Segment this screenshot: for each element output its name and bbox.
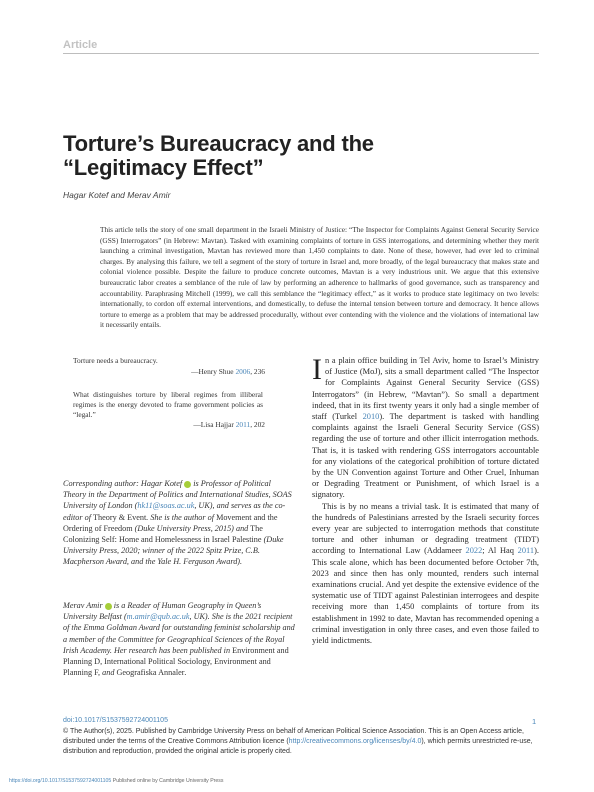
citation-link[interactable]: 2022	[465, 546, 483, 556]
bio-lead: Corresponding author: Hagar Kotef	[63, 479, 183, 488]
paragraph-text: This is by no means a trivial task. It is estimated that many of the hundreds of Palestinians arrested by the Israeli security forces every year are subjected to interrogation methods that constitute torture and other inhuman or degrading treatment (TIDT) according to International Law (Addameer	[312, 501, 539, 556]
bio-text: is a Reader of Human Geography in Queen’s University Belfast (	[63, 601, 262, 622]
license-text: ), which permits unrestricted re-use, distribution and reproduction, provided the original article is properly cited.	[63, 737, 533, 755]
article-type-label: Article	[63, 39, 98, 51]
bio-text: is Professor of Political Theory in the Department of Politics and International Studies, SOAS University of London (	[63, 479, 292, 511]
bio-lead: Merav Amir	[63, 601, 103, 610]
license-link[interactable]: http://creativecommons.org/licenses/by/4.0	[288, 737, 422, 745]
bio-text: , UK), and serves as the co-editor of	[63, 501, 286, 522]
bio-text: (Duke University Press, 2020; winner of the 2022 Spitz Prize, C.B. Macpherson Award, and the Yale H. Ferguson Award).	[63, 535, 284, 567]
orcid-icon[interactable]	[105, 603, 112, 610]
doi-link[interactable]: doi:10.1017/S1537592724001105	[63, 717, 168, 724]
bio-journal: Theory & Event	[93, 512, 147, 522]
license-notice	[63, 727, 541, 756]
epigraph-attribution	[73, 367, 265, 376]
epigraph-attribution	[73, 420, 265, 429]
citation-link[interactable]: 2010	[362, 412, 380, 422]
bio-book: Movement and the Ordering of Freedom	[63, 512, 278, 533]
paragraph-text: n a plain office building in Tel Aviv, home to Israel’s Ministry of Justice (MoJ), sits a small department called “The Inspector for Complaints Against General Security Service (GSS) Interrogators” (in Hebrew, “Mavtan”). So small a department indeed, that in its first twenty years it only had a single member of staff (Turkel	[312, 356, 539, 422]
bio-text: and	[235, 523, 249, 533]
epigraph-page: , 236	[250, 367, 265, 376]
bio-text: (Duke University Press, 2015)	[132, 523, 236, 533]
paragraph-text: ; Al Haq	[482, 546, 518, 556]
footer-text: Published online by Cambridge University Press	[111, 778, 224, 784]
abstract: This article tells the story of one small department in the Israeli Ministry of Justice: “The Inspector for Complaints Against General Security Service (GSS) Interrogators” (in Hebrew: Mavtan). Tasked with examining complaints of torture in GSS interrogations, and determining whether they merit launching a criminal investigation, Mavtan has reviewed more than 1,450 complaints to date. None of these, however, had ever led to criminal charges. By analysing this failure, we tell a segment of the story of torture in Israel and, more broadly, of the legal bureaucracy that makes state and colonial violence possible. Despite the failure to produce concrete outcomes, Mavtan is a very industrious unit. We argue that this extensive bureaucratic labor creates a semblance of the rule of law by performing an adherence to hallmarks of good governance, such as transparency and accountability. Paraphrasing Mitchell (1999), we call this semblance the “legitimacy effect,” as it works to produce state legitimacy on two levels: internationally, to cordon off external interventions, and domestically, to defuse the internal tension between torture and democracy. It hence allows torture to emerge as a problem that may be addressed procedurally, without ever contending with the violence and the violations of international law it necessarily entails.	[100, 225, 539, 330]
paragraph-text: ). The department is tasked with handling complaints against the Israeli General Security Service (GSS) regarding the use of torture and other illicit interrogation methods. That is, it is tasked with rendering GSS interrogators accountable for any violations of the categorical prohibition of torture dictated by the UN Convention against Torture and Other Cruel, Inhuman or Degrading Treatment or Punishment, of which Israel is a signatory.	[312, 412, 539, 500]
body-text	[312, 355, 539, 646]
bio-text: , UK). She is the 2021 recipient of the Emma Goldman Award for outstanding feminist scholarship and a member of the Committee for Geographical Sciences of the Royal Irish Academy. Her research has been published in	[63, 612, 295, 655]
email-link[interactable]: hk11@soas.ac.uk	[137, 501, 195, 511]
bio-journals: Environment and Planning D, International Political Sociology, Environment and Planning F,	[63, 645, 289, 678]
epigraph-quote: What distinguishes torture by liberal regimes from illiberal regimes is the energy devoted to frame government policies as “legal.”	[73, 390, 263, 419]
citation-link[interactable]: 2011	[517, 546, 535, 556]
article-title: Torture’s Bureaucracy and the “Legitimacy Effect”	[63, 131, 374, 180]
author-line: Hagar Kotef and Merav Amir	[63, 190, 171, 200]
drop-cap: I	[312, 353, 322, 386]
epigraph-quote: Torture needs a bureaucracy.	[73, 356, 158, 365]
bio-book: The Colonizing Self: Home and Homelessness in Israel Palestine	[63, 523, 263, 545]
bio-text: . She is the author of	[146, 512, 217, 522]
license-text: © The Author(s), 2025. Published by Cambridge University Press on behalf of American Political Science Association. This is an Open Access article, distributed under the terms of the Creative Commons Attribution licence (	[63, 728, 524, 745]
citation-link[interactable]: 2006	[235, 367, 251, 376]
epigraph-author: —Lisa Hajjar	[193, 420, 234, 429]
header-rule	[63, 53, 539, 54]
bio-text: .	[184, 668, 187, 678]
author-bio-kotef	[63, 478, 295, 568]
footer-doi-link[interactable]: https://doi.org/10.1017/S1537592724001105	[9, 778, 112, 784]
epigraph-author: —Henry Shue	[191, 367, 234, 376]
author-bio-amir	[63, 600, 295, 678]
bio-journal: Geografiska Annaler	[116, 668, 185, 678]
epigraph-page: , 202	[250, 420, 265, 429]
email-link[interactable]: m.amir@qub.ac.uk	[126, 612, 190, 622]
paragraph-text: ). This scale alone, which has been documented before October 7th, 2023 and since then has only mounted, renders such internal examinations crucial. And yet despite the extensive evidence of the systematic use of TIDT against Palestinian interrogees and despite receiving more than 1,450 complaints of torture from its establishment in 1992 to date, Mavtan has recommended opening a criminal investigation in only three cases, and even those failed to yield indictments.	[312, 546, 539, 646]
body-paragraph	[312, 355, 539, 501]
citation-link[interactable]: 2011	[235, 420, 251, 429]
page-footer	[9, 778, 223, 784]
bio-text: and	[100, 668, 117, 678]
body-paragraph	[312, 501, 539, 647]
page-number: 1	[532, 717, 537, 726]
